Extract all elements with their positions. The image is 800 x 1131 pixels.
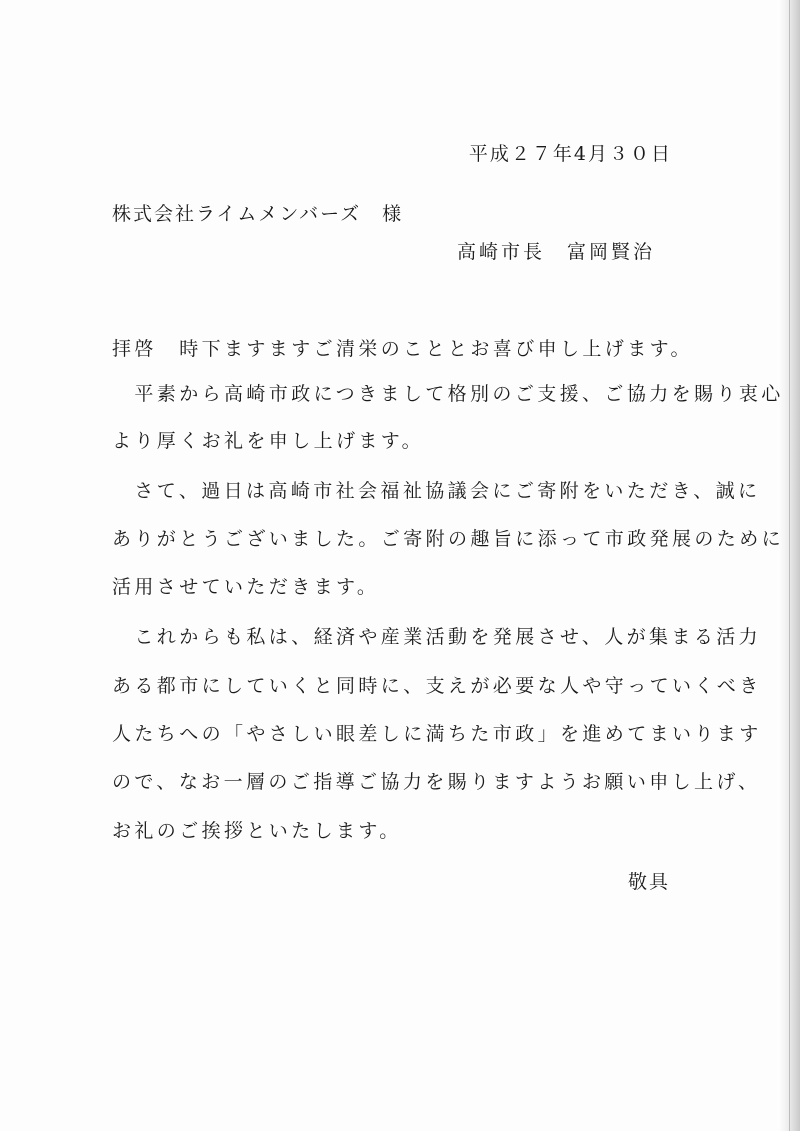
body-line: 活用させていただきます。 — [112, 576, 380, 598]
body-line-greeting: 拝啓 時下ますますご清栄のこととお喜び申し上げます。 — [112, 338, 693, 360]
body-line: お礼のご挨拶といたします。 — [112, 820, 402, 842]
body-line: さて、過日は高崎市社会福祉協議会にご寄附をいただき、誠に — [112, 480, 761, 502]
body-line: ありがとうございました。ご寄附の趣旨に添って市政発展のために — [112, 528, 785, 550]
body-line: ある都市にしていくと同時に、支えが必要な人や守っていくべき — [112, 675, 762, 697]
body-line: ので、なお一層のご指導ご協力を賜りますようお願い申し上げ、 — [112, 771, 761, 793]
letter-sender: 高崎市長 富岡賢治 — [456, 241, 655, 263]
letter-closing: 敬具 — [627, 871, 670, 893]
body-line: より厚くお礼を申し上げます。 — [112, 430, 425, 452]
body-line: これからも私は、経済や産業活動を発展させ、人が集まる活力 — [112, 626, 762, 648]
body-line: 人たちへの「やさしい眼差しに満ちた市政」を進めてまいります — [112, 723, 762, 745]
letter-addressee: 株式会社ライムメンバーズ 様 — [112, 203, 404, 225]
body-line: 平素から高崎市政につきまして格別のご支援、ご協力を賜り衷心 — [112, 383, 784, 405]
scan-edge-line — [789, 0, 790, 1131]
letter-date: 平成２７年4月３０日 — [468, 143, 672, 165]
